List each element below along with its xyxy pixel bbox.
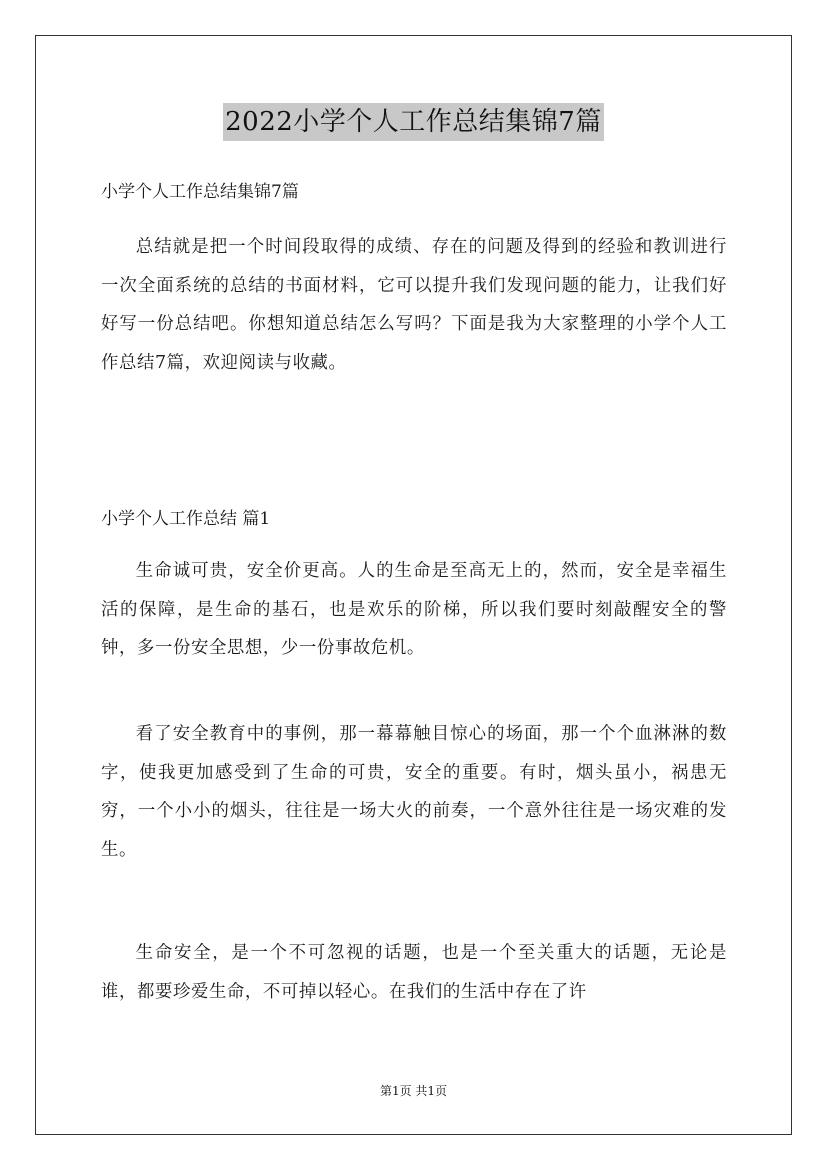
title-container [0, 103, 827, 141]
body-paragraph-3: 生命安全，是一个不可忽视的话题，也是一个至关重大的话题，无论是谁，都要珍爱生命，不可掉以轻心。在我们的生活中存在了许 [101, 943, 727, 1002]
page-footer: 第1页 共1页 [379, 1084, 448, 1098]
document-title: 2022小学个人工作总结集锦7篇 [223, 103, 604, 141]
body-paragraph-1: 生命诚可贵，安全价更高。人的生命是至高无上的，然而，安全是幸福生活的保障，是生命的基石，也是欢乐的阶梯，所以我们要时刻敲醒安全的警钟，多一份安全思想，少一份事故危机。 [101, 561, 727, 658]
body-paragraph-2: 看了安全教育中的事例，那一幕幕触目惊心的场面，那一个个血淋淋的数字，使我更加感受到了生命的可贵，安全的重要。有时，烟头虽小，祸患无穷，一个小小的烟头，往往是一场大火的前奏，一个意外往往是一场灾难的发生。 [101, 724, 727, 860]
intro-paragraph: 总结就是把一个时间段取得的成绩、存在的问题及得到的经验和教训进行一次全面系统的总结的书面材料，它可以提升我们发现问题的能力，让我们好好写一份总结吧。你想知道总结怎么写吗？下面是我为大家整理的小学个人工作总结7篇，欢迎阅读与收藏。 [101, 237, 727, 373]
document-subtitle: 小学个人工作总结集锦7篇 [101, 182, 299, 202]
section-heading: 小学个人工作总结 篇1 [101, 509, 271, 529]
